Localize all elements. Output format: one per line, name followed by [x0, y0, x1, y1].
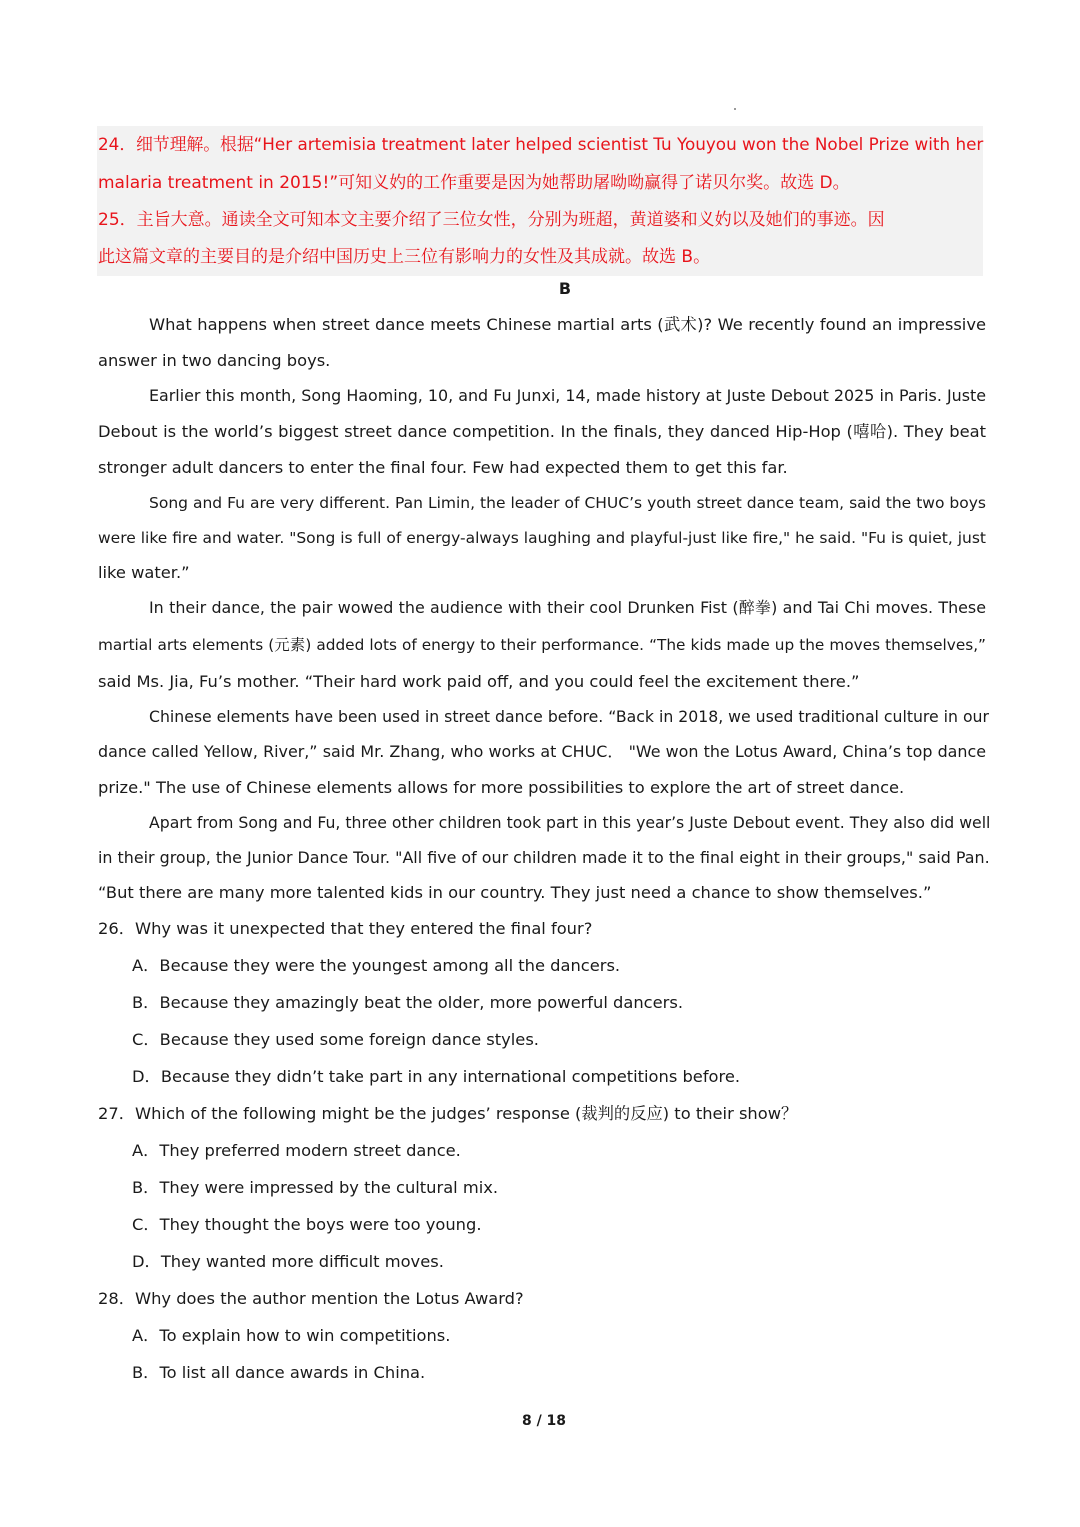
question-26-stem: 26．Why was it unexpected that they entered the final four?: [98, 919, 593, 938]
question-27-option-b: B．They were impressed by the cultural mix.: [132, 1178, 499, 1197]
answer-24-line-2: malaria treatment in 2015!”可知义妁的工作重要是因为她帮助屠呦呦赢得了诺贝尔奖。故选 D。: [98, 173, 850, 193]
passage-p2-line-2: Debout is the world’s biggest street dance competition. In the finals, they danced Hip-Hop (嘻哈). They beat: [98, 422, 986, 441]
passage-p3-line-1: Song and Fu are very different. Pan Limin, the leader of CHUC’s youth street dance team, said the two boys: [149, 494, 986, 512]
passage-p4-line-3: said Ms. Jia, Fu’s mother. “Their hard work paid off, and you could feel the excitement there.”: [98, 672, 860, 691]
answer-25-line-2: 此这篇文章的主要目的是介绍中国历史上三位有影响力的女性及其成就。故选 B。: [98, 247, 711, 267]
page-number: 8 / 18: [521, 1413, 567, 1429]
question-26-option-b: B．Because they amazingly beat the older, more powerful dancers.: [132, 993, 683, 1012]
question-26-option-d: D．Because they didn’t take part in any international competitions before.: [132, 1067, 741, 1086]
passage-p1-line-1: What happens when street dance meets Chinese martial arts (武术)? We recently found an impressive: [149, 315, 986, 334]
passage-p3-line-3: like water.”: [98, 563, 190, 582]
answer-25-line-1: 25．主旨大意。通读全文可知本文主要介绍了三位女性，分别为班超，黄道婆和义妁以及她们的事迹。因: [98, 210, 885, 230]
question-28-option-a: A．To explain how to win competitions.: [132, 1326, 451, 1345]
passage-p6-line-2: in their group, the Junior Dance Tour. "All five of our children made it to the final eight in their groups," said Pan.: [98, 848, 990, 867]
passage-p4-line-1: In their dance, the pair wowed the audience with their cool Drunken Fist (醉拳) and Tai Chi moves. These: [149, 598, 986, 617]
passage-p1-line-2: answer in two dancing boys.: [98, 351, 331, 370]
question-26-option-a: A．Because they were the youngest among all the dancers.: [132, 956, 621, 975]
passage-p4-line-2: martial arts elements (元素) added lots of energy to their performance. “The kids made up the moves themselves,”: [98, 636, 986, 654]
speck-mark: [734, 108, 736, 110]
passage-p6-line-3: “But there are many more talented kids in our country. They just need a chance to show themselves.”: [98, 883, 932, 902]
question-26-option-c: C．Because they used some foreign dance styles.: [132, 1030, 539, 1049]
passage-p2-line-1: Earlier this month, Song Haoming, 10, and Fu Junxi, 14, made history at Juste Debout 2025 in Paris. Juste: [149, 386, 986, 405]
passage-p6-line-1: Apart from Song and Fu, three other children took part in this year’s Juste Debout event. They also did well: [149, 813, 991, 832]
question-27-option-a: A．They preferred modern street dance.: [132, 1141, 461, 1160]
question-27-option-d: D．They wanted more difficult moves.: [132, 1252, 444, 1271]
question-27-stem: 27．Which of the following might be the judges’ response (裁判的反应) to their show？: [98, 1104, 798, 1123]
passage-p2-line-3: stronger adult dancers to enter the final four. Few had expected them to get this far.: [98, 458, 788, 477]
answer-24-line-1: 24．细节理解。根据“Her artemisia treatment later helped scientist Tu Youyou won the Nobel Prize with her: [98, 134, 984, 154]
question-28-option-b: B．To list all dance awards in China.: [132, 1363, 426, 1382]
section-title: B: [558, 279, 572, 298]
passage-p5-line-2: dance called Yellow, River,” said Mr. Zhang, who works at CHUC． "We won the Lotus Award, China’s top dance: [98, 742, 986, 761]
question-28-stem: 28．Why does the author mention the Lotus Award?: [98, 1289, 524, 1308]
passage-p5-line-3: prize." The use of Chinese elements allows for more possibilities to explore the art of street dance.: [98, 778, 905, 797]
passage-p3-line-2: were like fire and water. "Song is full of energy-always laughing and playful-just like fire," he said. "Fu is quiet, just: [98, 529, 986, 547]
passage-p5-line-1: Chinese elements have been used in street dance before. “Back in 2018, we used traditional culture in our: [149, 707, 989, 726]
question-27-option-c: C．They thought the boys were too young.: [132, 1215, 482, 1234]
